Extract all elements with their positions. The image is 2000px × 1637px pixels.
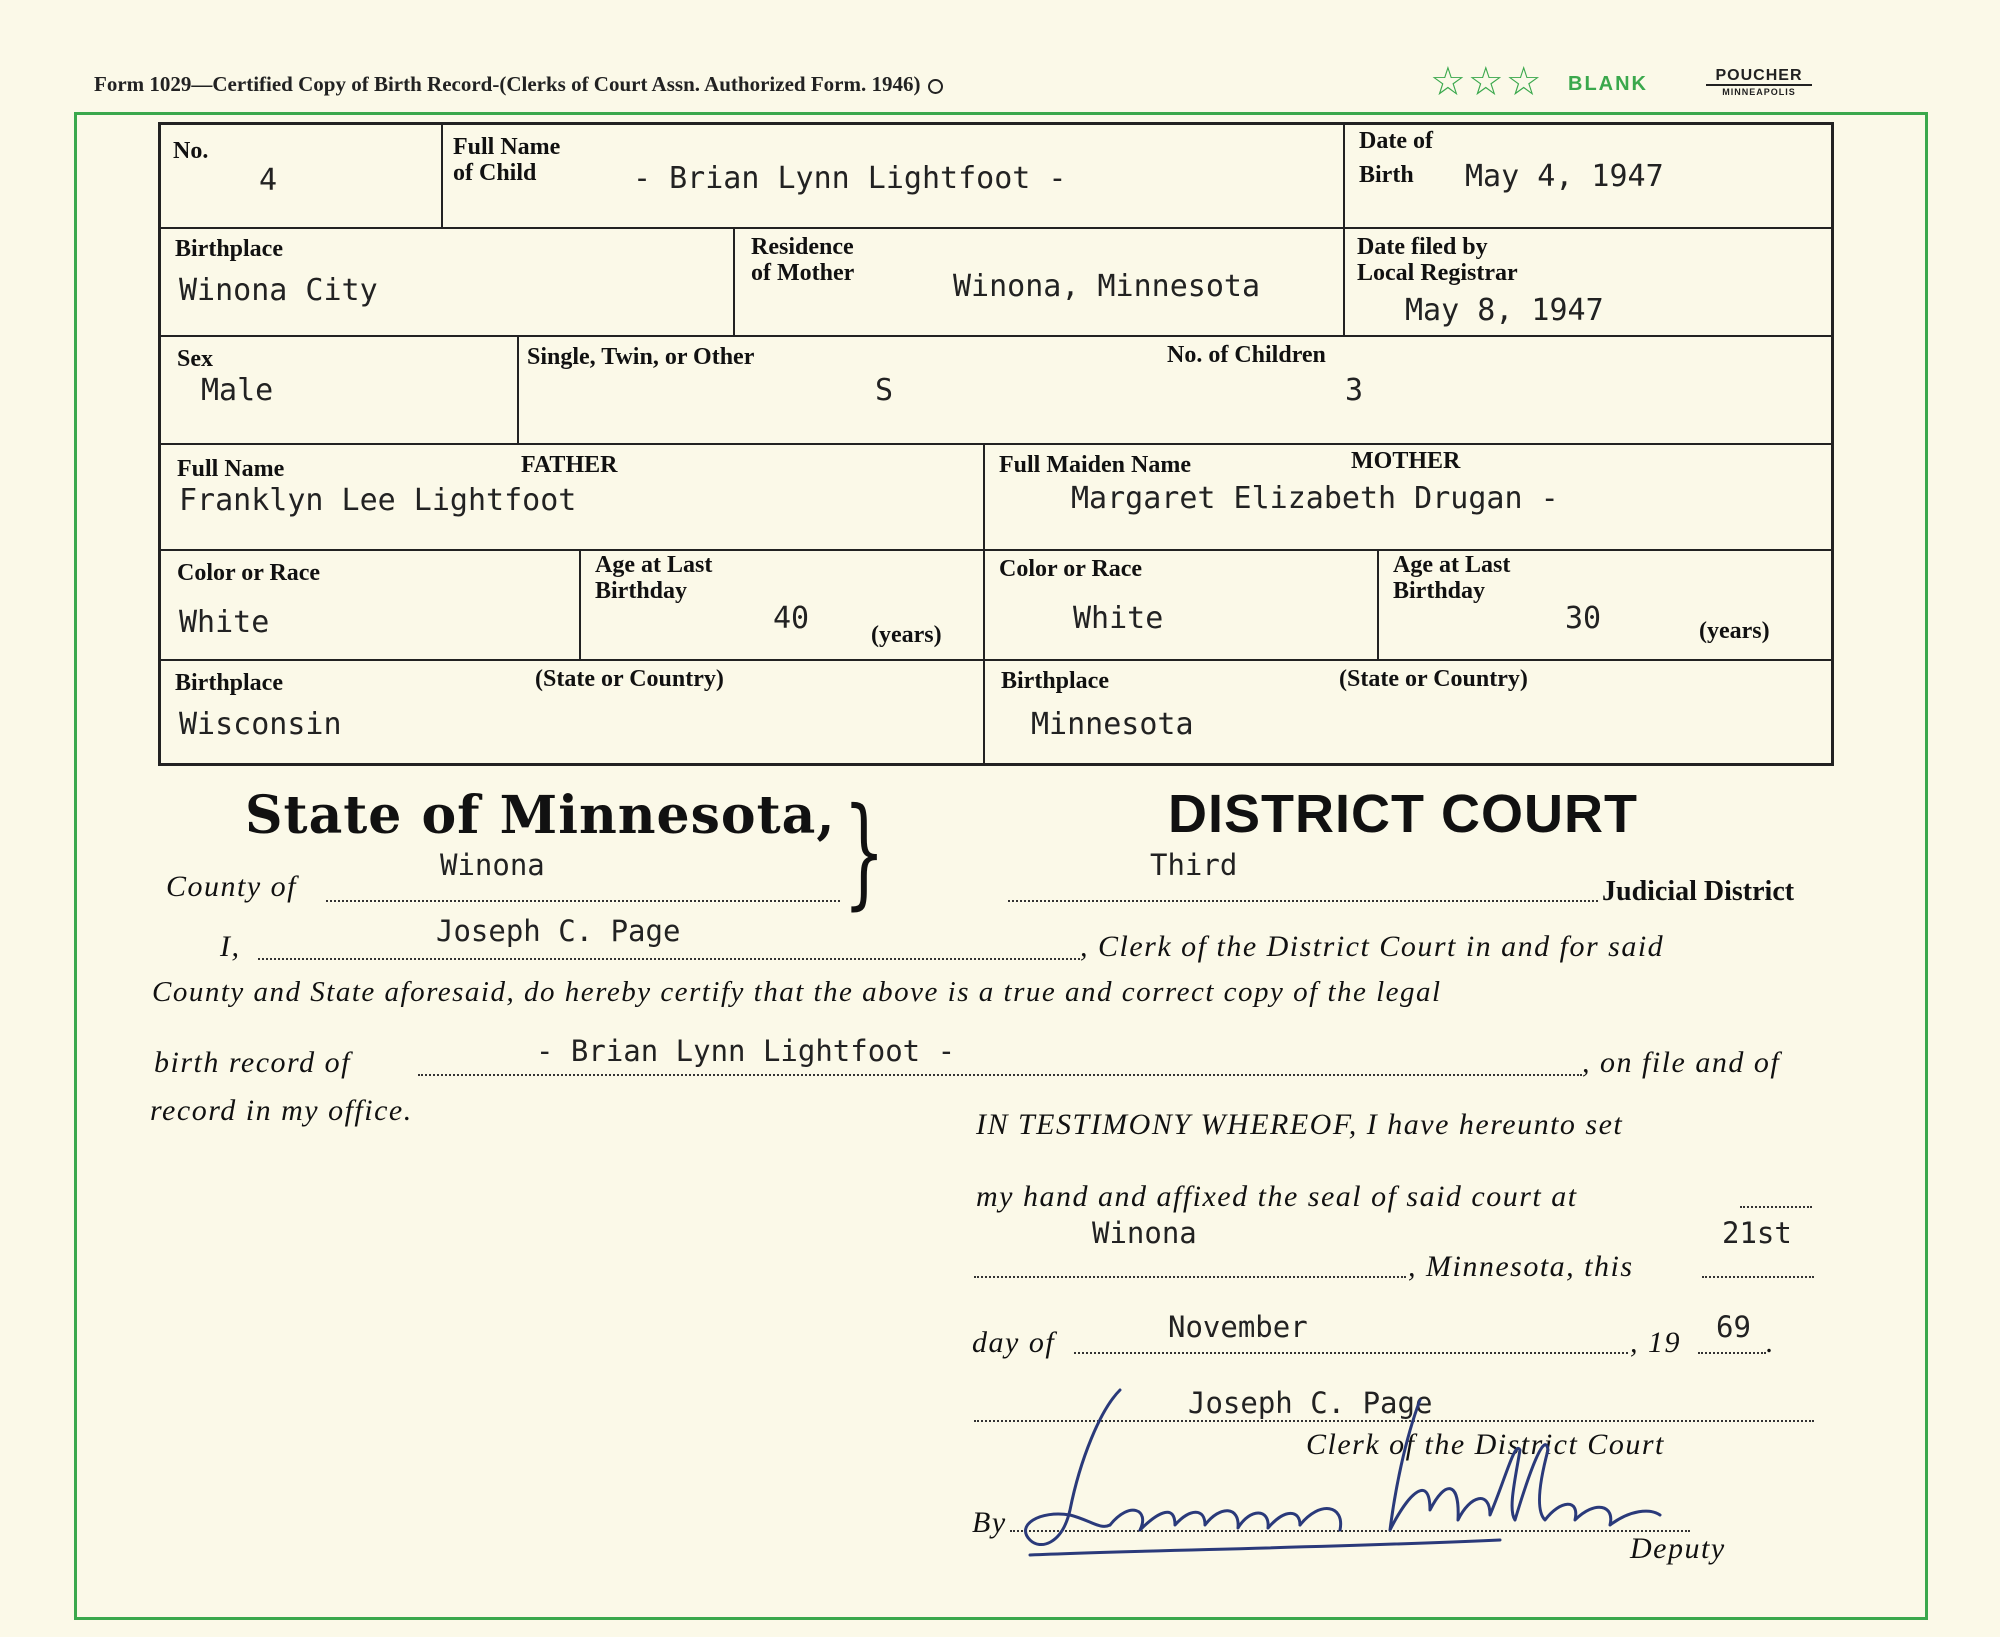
day-value: 21st [1722, 1216, 1792, 1250]
mother-name-label: Full Maiden Name [999, 452, 1191, 478]
residence-label-1: Residence [751, 234, 854, 260]
district-line [1008, 900, 1598, 902]
publisher-logo [1706, 68, 1812, 98]
testimony-text: IN TESTIMONY WHEREOF, I have hereunto set [976, 1108, 1624, 1141]
clerk-title: Clerk of the District Court [1306, 1428, 1665, 1461]
mother-race-value: White [1073, 601, 1164, 636]
mother-age-label-1: Age at Last [1393, 552, 1511, 578]
cell-residence [735, 229, 1345, 337]
birthplace-label: Birthplace [175, 236, 283, 262]
mother-birthplace-value: Minnesota [1031, 707, 1194, 742]
publisher-city: MINNEAPOLIS [1722, 87, 1796, 97]
cell-mother-birthplace [985, 661, 1831, 763]
mother-age-label-2: Birthday [1393, 578, 1486, 604]
cell-father-birthplace [161, 661, 985, 763]
children-label: No. of Children [1167, 342, 1326, 368]
circle-icon [928, 79, 943, 94]
children-value: 3 [1345, 373, 1364, 408]
father-age-label-1: Age at Last [595, 552, 713, 578]
state-title: State of Minnesota, [245, 785, 836, 846]
dob-value: May 4, 1947 [1465, 159, 1664, 194]
year-period: . [1766, 1326, 1775, 1359]
sex-label: Sex [177, 346, 213, 372]
birth-record-table [158, 122, 1834, 766]
cell-father-age [581, 551, 985, 661]
hand-seal-line [1740, 1206, 1812, 1208]
mother-heading: MOTHER [1351, 448, 1461, 474]
mother-state-country-label: (State or Country) [1339, 666, 1528, 692]
hand-seal-text: my hand and affixed the seal of said court at [976, 1180, 1578, 1213]
birthplace-value: Winona City [179, 273, 378, 308]
father-age-value: 40 [773, 601, 810, 636]
signer-typed-name: Joseph C. Page [1188, 1386, 1433, 1420]
cell-date-filed [1345, 229, 1831, 337]
cell-mother-race [985, 551, 1379, 661]
clerk-name: Joseph C. Page [436, 914, 681, 948]
mother-birthplace-label: Birthplace [1001, 668, 1109, 694]
district-value: Third [1150, 848, 1238, 882]
father-race-label: Color or Race [177, 560, 321, 586]
cell-plurality [519, 337, 1831, 445]
cell-birthplace [161, 229, 735, 337]
blank-label: BLANK [1568, 73, 1648, 95]
day-line [1702, 1276, 1814, 1278]
residence-label-2: of Mother [751, 260, 855, 286]
form-title [94, 72, 943, 97]
day-of-label: day of [972, 1326, 1056, 1359]
cell-father-name [161, 445, 985, 551]
certify-line-1: , Clerk of the District Court in and for said [1080, 930, 1665, 963]
child-name-label-1: Full Name [453, 134, 561, 160]
handwritten-signature [1000, 1380, 1700, 1570]
dob-label-1: Date of [1359, 128, 1433, 154]
father-heading: FATHER [521, 452, 618, 478]
number-label: No. [173, 138, 209, 164]
residence-value: Winona, Minnesota [953, 269, 1261, 304]
publisher-name: POUCHER [1706, 68, 1812, 86]
father-state-country-label: (State or Country) [535, 666, 724, 692]
by-label: By [972, 1506, 1007, 1539]
place-line [974, 1276, 1406, 1278]
clerk-name-line [258, 958, 1080, 960]
father-age-label-2: Birthday [595, 578, 688, 604]
cell-date-of-birth [1345, 125, 1831, 229]
month-value: November [1168, 1310, 1308, 1344]
father-name-label: Full Name [177, 456, 285, 482]
cell-number [161, 125, 443, 229]
mother-age-value: 30 [1565, 601, 1602, 636]
certify-line-2: County and State aforesaid, do hereby certify that the above is a true and correct copy of the legal [152, 976, 1442, 1008]
year-prefix: , 19 [1630, 1326, 1681, 1359]
sex-value: Male [201, 373, 274, 408]
father-birthplace-label: Birthplace [175, 670, 283, 696]
number-value: 4 [259, 163, 278, 198]
cell-father-race [161, 551, 581, 661]
minnesota-this-label: , Minnesota, this [1408, 1250, 1634, 1283]
date-filed-value: May 8, 1947 [1405, 293, 1604, 328]
plurality-value: S [875, 373, 894, 408]
date-filed-label-2: Local Registrar [1357, 260, 1518, 286]
dob-label-2: Birth [1359, 162, 1414, 188]
plurality-label: Single, Twin, or Other [527, 344, 755, 370]
father-name-value: Franklyn Lee Lightfoot [179, 483, 577, 518]
cell-child-name [443, 125, 1345, 229]
i-label: I, [220, 930, 241, 963]
brace-icon: } [843, 783, 886, 922]
star-rating-icon: ☆☆☆ [1430, 59, 1544, 105]
date-filed-label-1: Date filed by [1357, 234, 1488, 260]
father-years-label: (years) [871, 622, 942, 648]
court-title: DISTRICT COURT [1168, 784, 1638, 844]
child-name-value: - Brian Lynn Lightfoot - [633, 161, 1067, 196]
month-line [1074, 1352, 1628, 1354]
year-line [1698, 1352, 1766, 1354]
year-suffix: 69 [1716, 1310, 1751, 1344]
cell-mother-name [985, 445, 1831, 551]
mother-race-label: Color or Race [999, 556, 1143, 582]
place-value: Winona [1092, 1216, 1197, 1250]
child-name-label-2: of Child [453, 160, 537, 186]
birth-record-line [418, 1074, 1582, 1076]
county-value: Winona [440, 848, 545, 882]
deputy-label: Deputy [1630, 1532, 1726, 1565]
form-header [0, 0, 2000, 110]
father-birthplace-value: Wisconsin [179, 707, 342, 742]
mother-name-value: Margaret Elizabeth Drugan - [1071, 481, 1559, 516]
record-office-text: record in my office. [150, 1094, 413, 1127]
county-label: County of [166, 870, 297, 903]
judicial-district-label: Judicial District [1602, 876, 1795, 907]
on-file-label: , on file and of [1582, 1046, 1781, 1079]
cell-mother-age [1379, 551, 1831, 661]
birth-record-name: - Brian Lynn Lightfoot - [536, 1034, 956, 1068]
birth-record-label: birth record of [154, 1046, 351, 1079]
county-line [326, 900, 840, 902]
form-title-text: Form 1029—Certified Copy of Birth Record-(Clerks of Court Assn. Authorized Form. 1946) [94, 72, 921, 96]
father-race-value: White [179, 605, 270, 640]
mother-years-label: (years) [1699, 618, 1770, 644]
cell-sex [161, 337, 519, 445]
